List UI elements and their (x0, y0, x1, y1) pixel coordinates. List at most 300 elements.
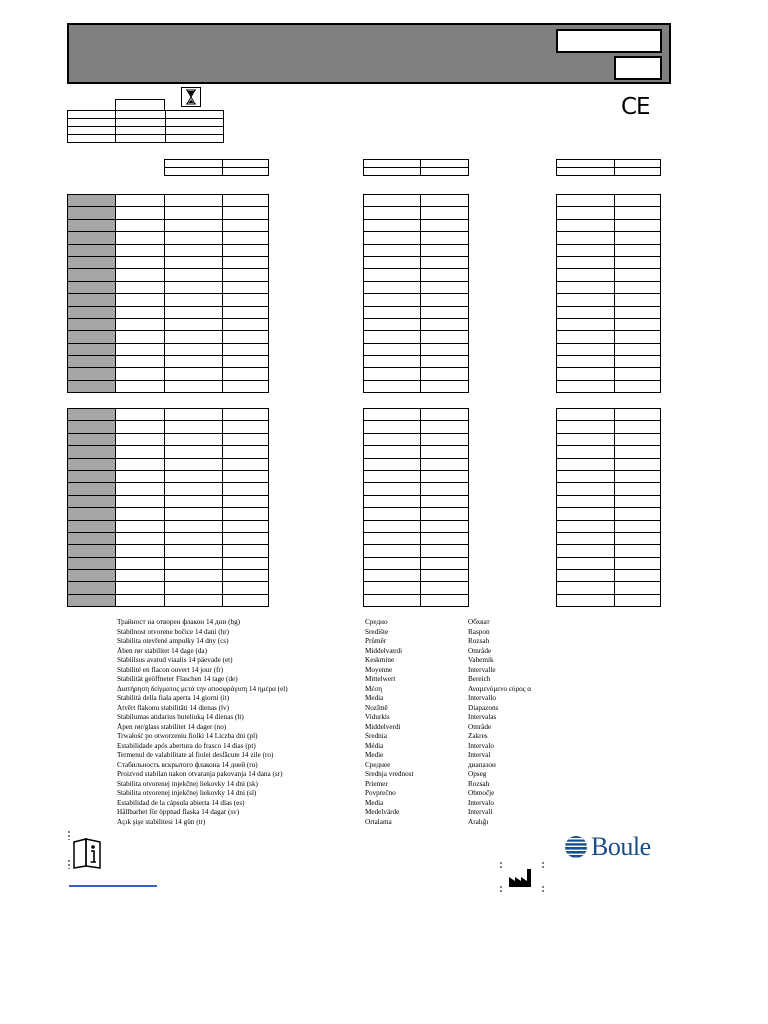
value-cell (615, 331, 661, 343)
value-cell (615, 269, 661, 281)
value-cell (165, 269, 223, 281)
legend-mean-line: Middelværdi (365, 646, 403, 655)
legend-stability-line: Estabilidade após abertura do frasco 14 dias (pt) (117, 741, 256, 750)
value-cell (116, 281, 165, 293)
value-cell (364, 368, 421, 380)
value-cell (165, 557, 223, 569)
table-row (364, 446, 469, 458)
value-cell (165, 380, 223, 392)
value-cell (116, 232, 165, 244)
table-row (364, 570, 469, 582)
table-row (557, 520, 661, 532)
table-row (68, 269, 269, 281)
parameter-name-cell (68, 421, 116, 433)
value-cell (364, 532, 421, 544)
table-row (364, 483, 469, 495)
value-cell (421, 219, 469, 231)
legend-range-line: Rozsah (468, 779, 490, 788)
value-cell (557, 409, 615, 421)
value-cell (364, 244, 421, 256)
value-cell (557, 294, 615, 306)
value-cell (364, 446, 421, 458)
value-cell (116, 343, 165, 355)
parameter-name-cell (68, 594, 116, 606)
table-row (557, 306, 661, 318)
table-row (364, 433, 469, 445)
value-cell (421, 232, 469, 244)
legend-range-line: Område (468, 646, 492, 655)
value-cell (116, 368, 165, 380)
value-cell (364, 557, 421, 569)
value-cell (116, 508, 165, 520)
value-cell (557, 343, 615, 355)
lot-number-box (556, 29, 662, 53)
parameter-name-cell (68, 433, 116, 445)
value-cell (116, 219, 165, 231)
legend-mean-line: Среднее (365, 760, 391, 769)
value-cell (615, 545, 661, 557)
value-cell (223, 356, 269, 368)
value-cell (557, 582, 615, 594)
value-cell (364, 409, 421, 421)
mean-text-list (365, 618, 463, 827)
table-row (557, 446, 661, 458)
table-row (364, 409, 469, 421)
value-cell (116, 532, 165, 544)
value-cell (557, 433, 615, 445)
header-banner (67, 23, 671, 84)
parameter-table-1-middle (363, 194, 469, 393)
value-cell (116, 409, 165, 421)
legend-stability-line: Stabilita otvorenej injekčnej liekovky 14 dni (sk) (117, 779, 258, 788)
website-link-underline[interactable] (69, 885, 157, 887)
value-cell (223, 570, 269, 582)
value-cell (165, 232, 223, 244)
legend-mean-line: Nozīmē (365, 703, 388, 712)
legend-range-line: Bereich (468, 675, 491, 683)
value-cell (557, 421, 615, 433)
parameter-name-cell (68, 219, 116, 231)
parameter-name-cell (68, 256, 116, 268)
table-row (364, 470, 469, 482)
table-row (364, 508, 469, 520)
value-cell (364, 306, 421, 318)
value-cell (615, 294, 661, 306)
value-cell (165, 306, 223, 318)
value-cell (421, 343, 469, 355)
table-row (68, 594, 269, 606)
table-row (364, 232, 469, 244)
legend-mean-line: Middelverdi (365, 722, 401, 731)
value-cell (364, 318, 421, 330)
value-cell (364, 582, 421, 594)
table-row (68, 219, 269, 231)
table-row (557, 380, 661, 392)
legend-mean-line: Średnia (365, 732, 387, 740)
value-cell (116, 256, 165, 268)
legend-range-line: Αναμενόμενο εύρος α (468, 684, 532, 693)
table-row (364, 306, 469, 318)
value-cell (116, 483, 165, 495)
value-cell (223, 557, 269, 569)
value-cell (223, 409, 269, 421)
parameter-name-cell (68, 195, 116, 207)
value-cell (615, 433, 661, 445)
legend-range-line: Intervallo (468, 694, 496, 702)
value-cell (421, 458, 469, 470)
parameter-name-cell (68, 557, 116, 569)
value-cell (615, 356, 661, 368)
manufacturer-icon (500, 860, 544, 896)
value-cell (421, 256, 469, 268)
value-cell (557, 207, 615, 219)
parameter-table-2-left (67, 408, 269, 607)
table-row (557, 368, 661, 380)
value-cell (364, 281, 421, 293)
legend-stability-line: Стабильность вскрытого флакона 14 дней (ru) (117, 760, 258, 769)
value-cell (557, 446, 615, 458)
table-row (68, 557, 269, 569)
value-cell (116, 570, 165, 582)
value-cell (615, 256, 661, 268)
legend-mean-line: Ortalama (365, 817, 392, 826)
table-row (557, 318, 661, 330)
value-cell (421, 446, 469, 458)
value-cell (116, 269, 165, 281)
value-cell (223, 446, 269, 458)
legend-stability-line: Stabilita otvorenej injekčnej liekovky 14 dni (sl) (117, 789, 257, 797)
value-cell (116, 207, 165, 219)
value-cell (165, 331, 223, 343)
legend-range-line: Rozsah (468, 637, 490, 645)
value-cell (165, 545, 223, 557)
value-cell (165, 508, 223, 520)
table-row (557, 207, 661, 219)
table-row (364, 557, 469, 569)
table-row (364, 195, 469, 207)
table-row (68, 545, 269, 557)
legend-mean-line: Srednja vrednost (365, 770, 414, 778)
value-cell (223, 343, 269, 355)
value-cell (557, 281, 615, 293)
legend-stability-line: Açık şişe stabilitesi 14 gün (tr) (117, 817, 206, 826)
legend-range-line: Zakres (468, 732, 488, 740)
value-cell (116, 582, 165, 594)
value-cell (223, 532, 269, 544)
value-cell (364, 331, 421, 343)
value-cell (364, 219, 421, 231)
value-cell (557, 470, 615, 482)
expiry-header-tab (115, 99, 165, 110)
value-cell (557, 495, 615, 507)
parameter-name-cell (68, 356, 116, 368)
table-row (364, 545, 469, 557)
legend-stability-line: Proizvod stabilan nakon otvaranja pakovanja 14 dana (sr) (117, 770, 283, 778)
value-cell (615, 582, 661, 594)
parameter-name-cell (68, 380, 116, 392)
parameter-table-2-right (556, 408, 661, 607)
value-cell (223, 244, 269, 256)
value-cell (421, 557, 469, 569)
value-cell (615, 446, 661, 458)
value-cell (557, 232, 615, 244)
legend-stability-line: Stabilita otevřené ampulky 14 dny (cs) (117, 637, 229, 645)
value-cell (165, 409, 223, 421)
legend-range-line: Område (468, 722, 492, 731)
table-row (557, 433, 661, 445)
value-cell (364, 570, 421, 582)
boule-logo (563, 830, 655, 864)
value-cell (223, 520, 269, 532)
value-cell (223, 232, 269, 244)
value-cell (223, 306, 269, 318)
table-row (68, 483, 269, 495)
table-row (557, 331, 661, 343)
value-cell (615, 409, 661, 421)
table-row (557, 570, 661, 582)
table-row (557, 594, 661, 606)
table-row (364, 294, 469, 306)
value-cell (364, 294, 421, 306)
value-cell (421, 269, 469, 281)
table-row (68, 582, 269, 594)
value-cell (557, 244, 615, 256)
legend-stability-line: Stabilnost otvorene bočice 14 dani (hr) (117, 627, 229, 636)
legend-stability-line: Stabilità della fiala aperta 14 giorni (it) (117, 694, 230, 702)
value-cell (165, 446, 223, 458)
table-row (557, 256, 661, 268)
table-row (557, 532, 661, 544)
value-cell (116, 294, 165, 306)
parameter-table-1-left (67, 194, 269, 393)
value-cell (223, 219, 269, 231)
table-row (557, 281, 661, 293)
value-cell (557, 520, 615, 532)
value-cell (615, 570, 661, 582)
value-cell (165, 281, 223, 293)
value-cell (165, 207, 223, 219)
legend-stability-line: Trwałość po otworzeniu fiolki 14 Liczba dni (pl) (117, 732, 258, 740)
value-cell (557, 380, 615, 392)
table-row (68, 207, 269, 219)
value-cell (116, 520, 165, 532)
value-cell (116, 470, 165, 482)
value-cell (615, 458, 661, 470)
value-cell (421, 244, 469, 256)
parameter-name-cell (68, 446, 116, 458)
legend-mean-line: Keskmine (365, 656, 395, 664)
legend-stability-line: Διατήρηση δείγματος μετά την αποσφράγιση 14 ημέρα (el) (117, 684, 288, 693)
table-row (68, 508, 269, 520)
legend-stability-line: Stabiilsus avatud viaalis 14 päevade (et) (117, 656, 233, 664)
value-cell (364, 207, 421, 219)
legend-range-line: Interval (468, 751, 491, 759)
value-cell (364, 380, 421, 392)
parameter-name-cell (68, 470, 116, 482)
value-cell (557, 483, 615, 495)
value-cell (364, 545, 421, 557)
legend-mean-line: Μέση (365, 684, 383, 693)
value-cell (165, 483, 223, 495)
table-row (364, 421, 469, 433)
value-cell (165, 256, 223, 268)
value-cell (421, 421, 469, 433)
value-cell (165, 570, 223, 582)
value-cell (557, 557, 615, 569)
value-cell (615, 343, 661, 355)
value-cell (421, 594, 469, 606)
value-cell (557, 570, 615, 582)
value-cell (116, 356, 165, 368)
value-cell (421, 409, 469, 421)
parameter-name-cell (68, 409, 116, 421)
legend-range-line: Raspon (468, 627, 490, 636)
value-cell (223, 256, 269, 268)
parameter-name-cell (68, 532, 116, 544)
value-cell (364, 594, 421, 606)
value-cell (421, 495, 469, 507)
value-cell (421, 294, 469, 306)
value-cell (165, 421, 223, 433)
value-cell (557, 256, 615, 268)
table-row (364, 495, 469, 507)
parameter-name-cell (68, 269, 116, 281)
value-cell (165, 470, 223, 482)
value-cell (116, 380, 165, 392)
value-cell (116, 495, 165, 507)
value-cell (615, 470, 661, 482)
value-cell (421, 380, 469, 392)
table-row (557, 195, 661, 207)
value-cell (116, 195, 165, 207)
value-cell (421, 306, 469, 318)
legend-stability-line: Stabilumas atidarius buteliuką 14 dienas (lt) (117, 713, 244, 721)
table-row (68, 570, 269, 582)
table-row (68, 433, 269, 445)
value-cell (223, 318, 269, 330)
table-row (68, 520, 269, 532)
value-cell (615, 207, 661, 219)
table-row (364, 343, 469, 355)
value-cell (116, 244, 165, 256)
lot-info-table (67, 110, 224, 143)
parameter-name-cell (68, 483, 116, 495)
legend-range-line: Vahemik (468, 656, 494, 664)
table-row (557, 470, 661, 482)
parameter-name-cell (68, 368, 116, 380)
table-row (68, 331, 269, 343)
hourglass-icon (181, 87, 201, 107)
legend-mean-line: Povprečno (365, 789, 396, 797)
value-cell (165, 520, 223, 532)
legend-range-line: Opseg (468, 770, 487, 778)
value-cell (421, 331, 469, 343)
table-row (557, 294, 661, 306)
value-cell (223, 421, 269, 433)
value-cell (364, 520, 421, 532)
value-cell (364, 470, 421, 482)
table-row (68, 421, 269, 433)
logo-text: Boule (591, 832, 651, 861)
legend-mean-line: Průměr (365, 637, 387, 645)
legend-mean-line: Media (365, 798, 384, 807)
table-row (364, 256, 469, 268)
value-cell (421, 570, 469, 582)
value-cell (615, 232, 661, 244)
value-cell (165, 244, 223, 256)
table-row (557, 545, 661, 557)
column-header-1 (164, 159, 269, 176)
range-text-list (468, 618, 558, 827)
value-cell (223, 368, 269, 380)
table-row (68, 306, 269, 318)
legend-range-line: Intervalo (468, 798, 494, 807)
value-cell (615, 219, 661, 231)
table-row (557, 495, 661, 507)
value-cell (557, 331, 615, 343)
legend-stability-line: Åben rør stabilitet 14 dage (da) (117, 646, 208, 655)
parameter-table-2-middle (363, 408, 469, 607)
table-row (557, 232, 661, 244)
value-cell (421, 520, 469, 532)
value-cell (557, 458, 615, 470)
value-cell (223, 269, 269, 281)
value-cell (557, 269, 615, 281)
table-row (557, 219, 661, 231)
table-row (557, 508, 661, 520)
table-row (68, 244, 269, 256)
legend-mean-line: Medie (365, 751, 384, 759)
legend-stability-line: Stabilität geöffneter Flaschen 14 tage (de) (117, 675, 238, 683)
table-row (68, 380, 269, 392)
value-cell (364, 433, 421, 445)
value-cell (116, 594, 165, 606)
value-cell (364, 483, 421, 495)
value-cell (615, 368, 661, 380)
value-cell (615, 244, 661, 256)
value-cell (116, 433, 165, 445)
value-cell (364, 343, 421, 355)
value-cell (421, 368, 469, 380)
value-cell (615, 557, 661, 569)
legend-range-line: Diapazons (468, 703, 499, 712)
value-cell (557, 219, 615, 231)
legend-mean-line: Media (365, 694, 384, 702)
table-row (557, 557, 661, 569)
value-cell (165, 433, 223, 445)
table-row (68, 458, 269, 470)
value-cell (615, 532, 661, 544)
parameter-name-cell (68, 545, 116, 557)
legend-mean-line: Mittelwert (365, 675, 396, 683)
table-row (68, 195, 269, 207)
parameter-name-cell (68, 318, 116, 330)
value-cell (223, 331, 269, 343)
parameter-name-cell (68, 306, 116, 318)
value-cell (557, 594, 615, 606)
value-cell (364, 269, 421, 281)
value-cell (116, 318, 165, 330)
value-cell (421, 207, 469, 219)
table-row (68, 368, 269, 380)
parameter-name-cell (68, 281, 116, 293)
parameter-table-1-right (556, 194, 661, 393)
legend-mean-line: Média (365, 741, 384, 750)
value-cell (165, 582, 223, 594)
value-cell (223, 495, 269, 507)
legend-range-line: Intervalas (468, 713, 497, 721)
value-cell (223, 508, 269, 520)
